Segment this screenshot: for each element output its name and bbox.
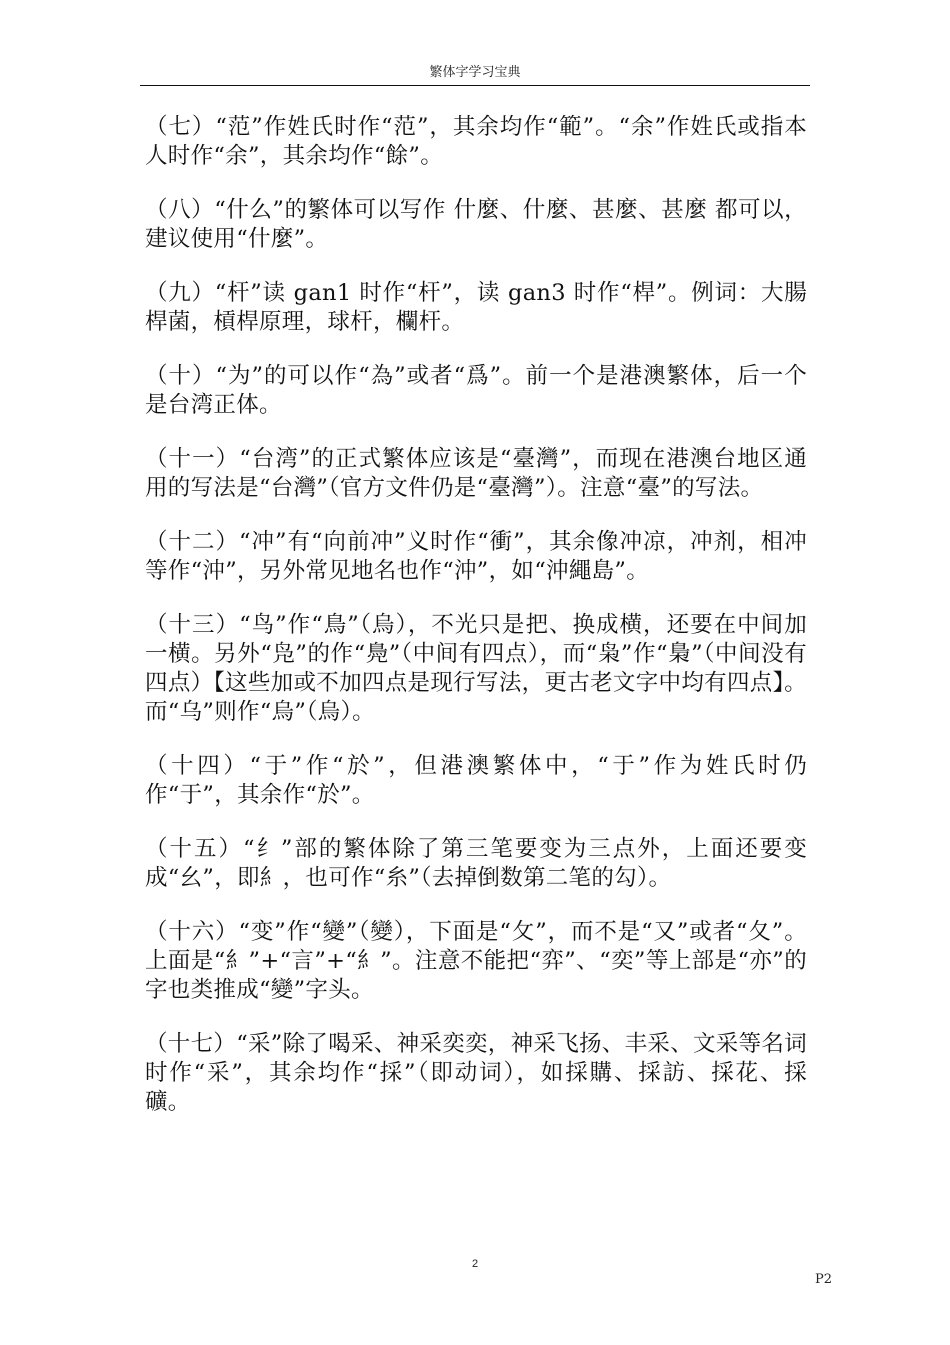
header-divider (140, 85, 810, 86)
paragraph-7: （七）“范”作姓氏时作“范”，其余均作“範”。“余”作姓氏或指本人时作“余”，其余均作“餘”。 (145, 114, 807, 169)
paragraph-9: （九）“杆”读 gan1 时作“杆”，读 gan3 时作“桿”。例词：大腸桿菌，槓桿原理，球杆，欄杆。 (145, 280, 807, 335)
paragraph-16: （十六）“变”作“變”（變），下面是“攵”，而不是“又”或者“夂”。上面是“糹”+“言”+“糹”。注意不能把“弈”、“奕”等上部是“亦”的字也类推成“變”字头。 (145, 919, 807, 1003)
paragraph-13: （十三）“鸟”作“鳥”（烏），不光只是把、换成横，还要在中间加一横。另外“凫”的作“鳧”（中间有四点），而“枭”作“梟”（中间没有四点）【这些加或不加四点是现行写法，更古老文字中均有四点】。而“乌”则作“烏”（烏）。 (145, 612, 807, 725)
paragraph-15: （十五）“纟”部的繁体除了第三笔要变为三点外，上面还要变成“幺”，即糹，也可作“糸”（去掉倒数第二笔的勾）。 (145, 836, 807, 891)
paragraph-14: （十四）“于”作“於”，但港澳繁体中，“于”作为姓氏时仍作“于”，其余作“於”。 (145, 753, 807, 808)
page-header-title: 繁体字学习宝典 (429, 65, 521, 80)
paragraph-17: （十七）“采”除了喝采、神采奕奕，神采飞扬、丰采、文采等名词时作“采”，其余均作“採”（即动词），如採購、採訪、採花、採礦。 (145, 1031, 808, 1115)
page-number: 2 (471, 1258, 479, 1270)
page-label: P2 (815, 1272, 833, 1287)
document-body (145, 113, 807, 1142)
paragraph-8: （八）“什么”的繁体可以写作 什麼、什麼、甚麼、甚麼 都可以，建议使用“什麼”。 (145, 197, 807, 252)
paragraph-11: （十一）“台湾”的正式繁体应该是“臺灣”，而现在港澳台地区通用的写法是“台灣”（官方文件仍是“臺灣”）。注意“臺”的写法。 (145, 446, 807, 501)
paragraph-10: （十）“为”的可以作“為”或者“爲”。前一个是港澳繁体，后一个是台湾正体。 (145, 363, 807, 418)
paragraph-12: （十二）“冲”有“向前冲”义时作“衝”，其余像冲凉，冲剂，相冲等作“沖”，另外常见地名也作“沖”，如“沖繩島”。 (145, 529, 807, 584)
